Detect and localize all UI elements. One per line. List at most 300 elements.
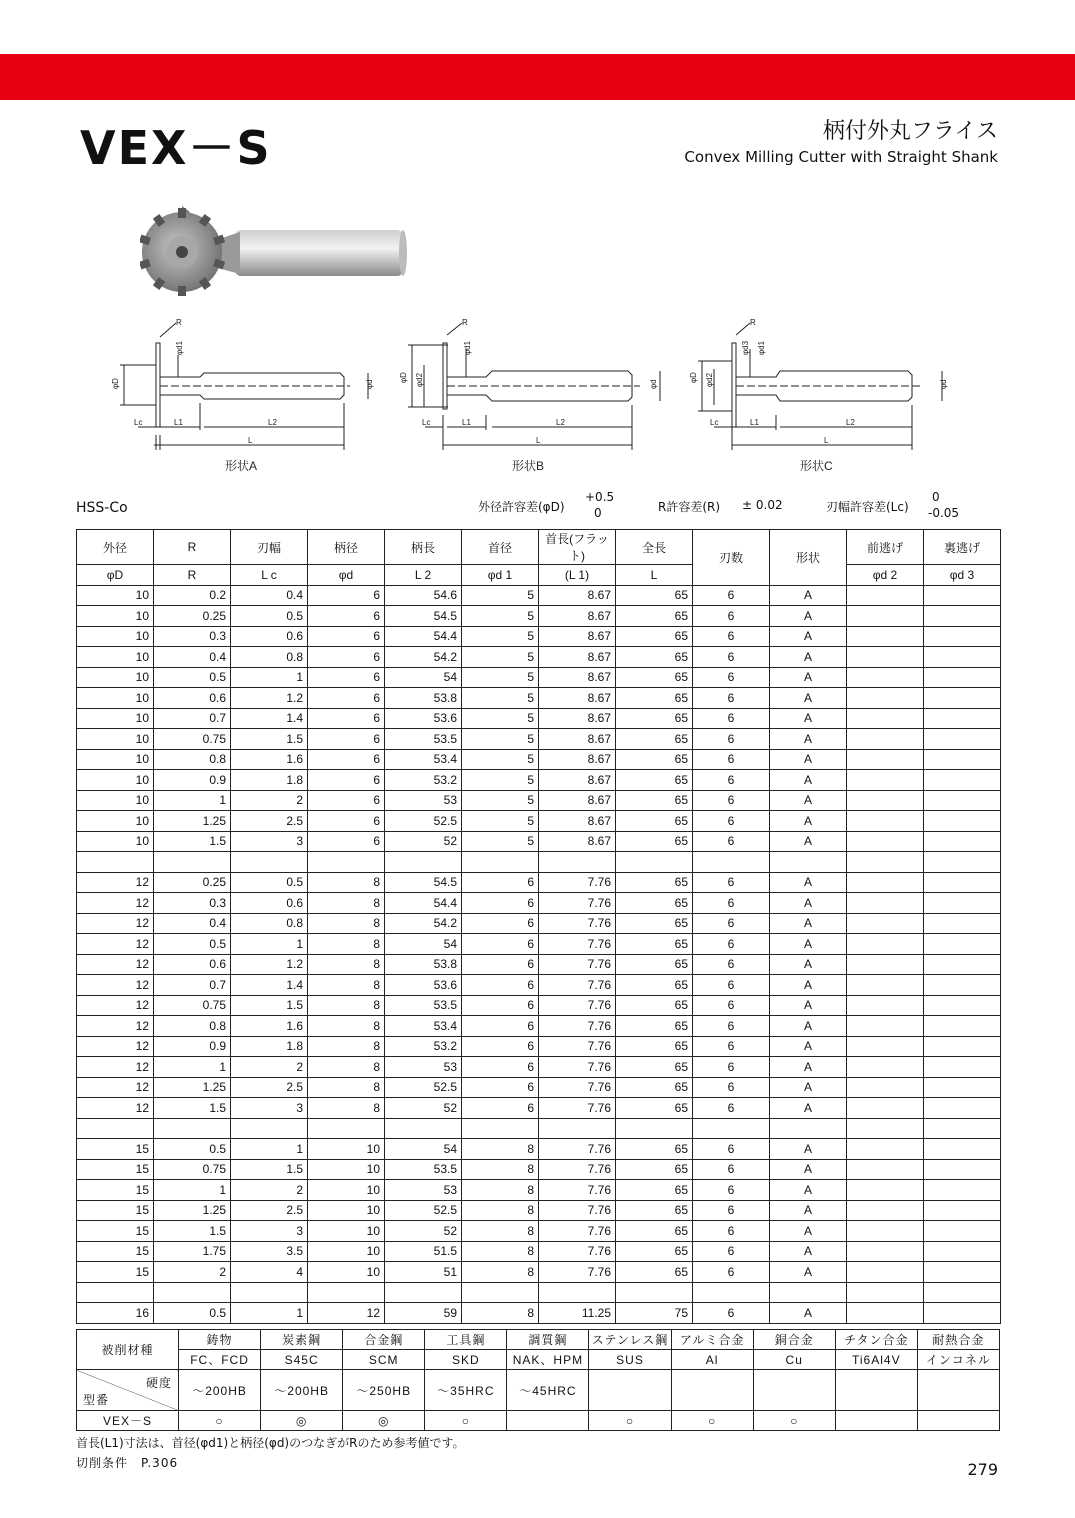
spec-cell: [924, 893, 1001, 914]
spec-header-7: 全長: [616, 530, 693, 565]
spec-cell: 65: [616, 729, 693, 750]
spec-cell: 2: [231, 1180, 308, 1201]
spec-cell: 65: [616, 893, 693, 914]
spec-cell: 8: [462, 1221, 539, 1242]
spec-cell: 6: [693, 893, 770, 914]
spec-cell: 1.25: [154, 1200, 231, 1221]
spec-cell: 65: [616, 1139, 693, 1160]
spec-cell: 0.6: [154, 688, 231, 709]
spec-cell: 5: [462, 688, 539, 709]
spec-cell: A: [770, 708, 847, 729]
spec-cell: [847, 606, 924, 627]
spec-cell: [539, 852, 616, 873]
spec-cell: 8.67: [539, 626, 616, 647]
spec-cell: 10: [77, 790, 154, 811]
spec-cell: A: [770, 1180, 847, 1201]
spec-cell: 1.2: [231, 954, 308, 975]
spec-cell: 65: [616, 1221, 693, 1242]
spec-cell: 6: [693, 1200, 770, 1221]
spec-cell: 6: [693, 811, 770, 832]
table-row: [77, 1262, 1001, 1283]
spec-symbol-1: R: [154, 565, 231, 586]
spec-cell: 1.4: [231, 708, 308, 729]
spec-cell: A: [770, 1057, 847, 1078]
table-row: [77, 1077, 1001, 1098]
table-row: [77, 1303, 1001, 1324]
spec-cell: [847, 995, 924, 1016]
spec-cell: [847, 1282, 924, 1303]
spec-cell: 6: [693, 626, 770, 647]
model-head: 型番: [83, 1393, 110, 1407]
spec-cell: 7.76: [539, 1036, 616, 1057]
spec-cell: [847, 1139, 924, 1160]
spec-cell: [924, 708, 1001, 729]
spec-cell: [385, 852, 462, 873]
spec-cell: 52: [385, 831, 462, 852]
dim-phid3-c: φd3: [741, 340, 750, 355]
spec-cell: A: [770, 872, 847, 893]
material-name: アルミ合金: [671, 1330, 753, 1350]
spec-cell: 7.76: [539, 1077, 616, 1098]
spec-cell: A: [770, 1159, 847, 1180]
spec-cell: 1: [154, 1180, 231, 1201]
table-row: [77, 1221, 1001, 1242]
spec-cell: 5: [462, 647, 539, 668]
spec-cell: [154, 1282, 231, 1303]
spec-cell: 6: [308, 749, 385, 770]
table-row: [77, 606, 1001, 627]
spec-cell: 7.76: [539, 1057, 616, 1078]
spec-cell: [847, 1057, 924, 1078]
spec-cell: 53.8: [385, 954, 462, 975]
spec-cell: 0.4: [154, 913, 231, 934]
dim-L-a: L: [248, 436, 253, 445]
spec-cell: [616, 852, 693, 873]
spec-cell: 65: [616, 1200, 693, 1221]
r-tolerance-label: R許容差(R): [658, 500, 721, 514]
spec-cell: [847, 1016, 924, 1037]
spec-cell: 0.5: [231, 872, 308, 893]
spec-cell: 53.4: [385, 749, 462, 770]
spec-cell: 53.5: [385, 1159, 462, 1180]
spec-cell: 65: [616, 1098, 693, 1119]
spec-cell: [924, 872, 1001, 893]
spec-cell: 65: [616, 1159, 693, 1180]
table-row: [77, 1200, 1001, 1221]
spec-cell: A: [770, 606, 847, 627]
spec-cell: 65: [616, 954, 693, 975]
spec-cell: 7.76: [539, 1139, 616, 1160]
table-row: [77, 1159, 1001, 1180]
spec-cell: 3: [231, 1221, 308, 1242]
spec-cell: 6: [693, 790, 770, 811]
spec-cell: [924, 1118, 1001, 1139]
spec-cell: 1: [231, 1303, 308, 1324]
spec-cell: [924, 729, 1001, 750]
shape-drawings: [100, 315, 980, 480]
spec-cell: A: [770, 954, 847, 975]
spec-cell: 65: [616, 606, 693, 627]
spec-header-11: 裏逃げ: [924, 530, 1001, 565]
spec-cell: 0.8: [154, 1016, 231, 1037]
spec-cell: 12: [77, 1016, 154, 1037]
spec-cell: 10: [77, 585, 154, 606]
shape-label-a: 形状A: [225, 459, 258, 473]
table-row: [77, 954, 1001, 975]
spec-cell: 10: [308, 1180, 385, 1201]
od-tolerance-label: 外径許容差(φD): [478, 500, 565, 514]
spec-cell: 6: [462, 872, 539, 893]
hardness-value: ～200HB: [179, 1370, 261, 1411]
width-tolerance-lower: -0.05: [928, 506, 960, 520]
spec-cell: 12: [77, 934, 154, 955]
table-row: [77, 1036, 1001, 1057]
spec-cell: 6: [308, 831, 385, 852]
spec-cell: 5: [462, 606, 539, 627]
shape-label-b: 形状B: [512, 459, 545, 473]
spec-cell: 5: [462, 811, 539, 832]
material-name: チタン合金: [835, 1330, 917, 1350]
spec-cell: 8: [308, 975, 385, 996]
spec-cell: 15: [77, 1262, 154, 1283]
spec-cell: 0.4: [154, 647, 231, 668]
spec-cell: 53.5: [385, 729, 462, 750]
spec-cell: [231, 1282, 308, 1303]
spec-table: [76, 529, 1001, 1324]
hardness-value: ～35HRC: [425, 1370, 507, 1411]
spec-cell: 6: [308, 708, 385, 729]
material-grade: SCM: [343, 1350, 425, 1370]
spec-cell: [924, 667, 1001, 688]
spec-cell: 52.5: [385, 1200, 462, 1221]
spec-cell: 6: [693, 995, 770, 1016]
spec-cell: [154, 1118, 231, 1139]
spec-cell: 6: [308, 790, 385, 811]
spec-cell: A: [770, 934, 847, 955]
spec-cell: 0.75: [154, 729, 231, 750]
spec-cell: [847, 1077, 924, 1098]
spec-cell: 8: [308, 1016, 385, 1037]
spec-cell: 0.5: [154, 934, 231, 955]
spec-cell: 6: [693, 954, 770, 975]
spec-cell: 8.67: [539, 647, 616, 668]
spec-cell: [924, 1180, 1001, 1201]
spec-symbol-2: L c: [231, 565, 308, 586]
table-row: [77, 1241, 1001, 1262]
spec-cell: [770, 1118, 847, 1139]
spec-cell: 7.76: [539, 975, 616, 996]
spec-cell: 12: [77, 893, 154, 914]
material-grade: Al: [671, 1350, 753, 1370]
suitability-mark: ◎: [261, 1411, 343, 1431]
spec-cell: 8.67: [539, 688, 616, 709]
spec-cell: 16: [77, 1303, 154, 1324]
spec-cell: [770, 852, 847, 873]
spec-cell: 2: [231, 790, 308, 811]
spec-cell: [154, 852, 231, 873]
spec-cell: 12: [77, 954, 154, 975]
spec-header-9: 形状: [770, 530, 847, 586]
spec-cell: 6: [308, 729, 385, 750]
table-row: [77, 585, 1001, 606]
dim-phiD-c: φD: [689, 372, 698, 383]
spec-cell: 12: [77, 975, 154, 996]
spec-cell: [924, 934, 1001, 955]
spec-cell: A: [770, 893, 847, 914]
spec-cell: 10: [308, 1200, 385, 1221]
spec-cell: 7.76: [539, 872, 616, 893]
spec-cell: A: [770, 1221, 847, 1242]
material-name: 鋳物: [179, 1330, 261, 1350]
spec-cell: 6: [693, 708, 770, 729]
spec-cell: 6: [462, 975, 539, 996]
spec-cell: 7.76: [539, 1016, 616, 1037]
spec-cell: A: [770, 1303, 847, 1324]
spec-cell: 65: [616, 1077, 693, 1098]
spec-cell: 6: [693, 667, 770, 688]
spec-cell: A: [770, 913, 847, 934]
spec-cell: [462, 1282, 539, 1303]
spec-cell: 6: [693, 1303, 770, 1324]
spec-cell: 10: [77, 626, 154, 647]
spec-cell: 0.6: [231, 893, 308, 914]
hardness-value: ～250HB: [343, 1370, 425, 1411]
spec-cell: [231, 852, 308, 873]
spec-cell: [924, 606, 1001, 627]
hardness-head: 硬度: [145, 1376, 172, 1390]
dim-phid-b: φd: [649, 379, 658, 389]
od-tolerance-lower: 0: [594, 506, 602, 520]
spec-cell: 65: [616, 790, 693, 811]
spec-cell: 65: [616, 975, 693, 996]
spec-cell: 12: [308, 1303, 385, 1324]
spec-cell: [847, 1241, 924, 1262]
spec-cell: [924, 585, 1001, 606]
spec-cell: 6: [308, 811, 385, 832]
spec-cell: A: [770, 1262, 847, 1283]
spec-cell: 12: [77, 1098, 154, 1119]
spec-cell: 6: [693, 585, 770, 606]
spec-cell: [924, 1159, 1001, 1180]
spec-cell: [308, 1282, 385, 1303]
spec-cell: [924, 811, 1001, 832]
dim-phid2-b: φd2: [415, 372, 424, 387]
dimension-note: 首長(L1)寸法は、首径(φd1)と柄径(φd)のつなぎがRのため参考値です。: [76, 1436, 465, 1450]
material-grade: インコネル: [917, 1350, 999, 1370]
spec-cell: [924, 1200, 1001, 1221]
spec-cell: 8: [462, 1303, 539, 1324]
spec-cell: 11.25: [539, 1303, 616, 1324]
spec-cell: 53.2: [385, 1036, 462, 1057]
table-row: [77, 913, 1001, 934]
spec-symbol-10: φd 2: [847, 565, 924, 586]
table-row: [77, 1098, 1001, 1119]
spec-cell: 8: [462, 1139, 539, 1160]
spec-cell: 65: [616, 872, 693, 893]
spec-cell: 8.67: [539, 585, 616, 606]
hardness-model-head: [77, 1370, 179, 1411]
suitability-mark: [835, 1411, 917, 1431]
spec-cell: 51.5: [385, 1241, 462, 1262]
spec-cell: 53.4: [385, 1016, 462, 1037]
spec-cell: 65: [616, 770, 693, 791]
spec-cell: 65: [616, 995, 693, 1016]
table-row: [77, 995, 1001, 1016]
spec-cell: 8: [462, 1159, 539, 1180]
spec-cell: 7.76: [539, 1159, 616, 1180]
material-name: 炭素鋼: [261, 1330, 343, 1350]
dim-R-a: R: [176, 318, 182, 327]
spec-cell: A: [770, 667, 847, 688]
spec-cell: 6: [462, 1036, 539, 1057]
spec-header-4: 柄長: [385, 530, 462, 565]
spec-cell: 6: [693, 770, 770, 791]
spec-cell: [847, 1303, 924, 1324]
spec-cell: 6: [308, 770, 385, 791]
spec-cell: 8.67: [539, 667, 616, 688]
spec-cell: 6: [308, 626, 385, 647]
spec-cell: 53.6: [385, 708, 462, 729]
material-grade: SKD: [425, 1350, 507, 1370]
spec-cell: 1: [231, 667, 308, 688]
spec-cell: [847, 1159, 924, 1180]
dim-Lc-b: Lc: [422, 418, 431, 427]
spec-cell: 6: [693, 831, 770, 852]
spec-cell: A: [770, 647, 847, 668]
dim-phid1-b: φd1: [463, 340, 472, 355]
spec-cell: 0.5: [154, 1303, 231, 1324]
spec-cell: 6: [693, 975, 770, 996]
spec-symbol-0: φD: [77, 565, 154, 586]
spec-cell: 6: [693, 749, 770, 770]
spec-cell: [847, 1221, 924, 1242]
spec-cell: 15: [77, 1139, 154, 1160]
spec-cell: 65: [616, 934, 693, 955]
spec-cell: 6: [462, 995, 539, 1016]
spec-cell: 0.6: [154, 954, 231, 975]
spec-cell: 8.67: [539, 770, 616, 791]
model-title: VEX－S: [80, 121, 272, 175]
spec-cell: [924, 954, 1001, 975]
spec-cell: [539, 1282, 616, 1303]
spec-cell: 53.2: [385, 770, 462, 791]
spec-cell: 54: [385, 667, 462, 688]
table-row: [77, 811, 1001, 832]
spec-cell: [924, 647, 1001, 668]
spec-cell: [847, 770, 924, 791]
spec-cell: A: [770, 790, 847, 811]
spec-cell: 75: [616, 1303, 693, 1324]
spec-cell: 0.5: [231, 606, 308, 627]
spec-cell: [308, 852, 385, 873]
spec-cell: 6: [308, 647, 385, 668]
spec-cell: 10: [308, 1241, 385, 1262]
spec-cell: 65: [616, 831, 693, 852]
spec-cell: 1.5: [154, 831, 231, 852]
spec-cell: 7.76: [539, 1241, 616, 1262]
dim-phiD-b: φD: [399, 372, 408, 383]
dim-phid-a: φd: [365, 379, 374, 389]
dim-phid2-c: φd2: [705, 372, 714, 387]
hardness-value: [671, 1370, 753, 1411]
spec-cell: 12: [77, 1077, 154, 1098]
spec-cell: A: [770, 749, 847, 770]
spec-cell: 65: [616, 1036, 693, 1057]
spec-cell: 0.2: [154, 585, 231, 606]
spec-cell: 65: [616, 708, 693, 729]
spec-cell: 65: [616, 585, 693, 606]
spec-header-10: 前逃げ: [847, 530, 924, 565]
material-grade: FC、FCD: [179, 1350, 261, 1370]
spec-cell: [693, 1118, 770, 1139]
spec-cell: 65: [616, 647, 693, 668]
spec-cell: 8: [308, 995, 385, 1016]
spec-cell: 12: [77, 995, 154, 1016]
material-grade: Cu: [753, 1350, 835, 1370]
spec-header-6: 首長(フラット): [539, 530, 616, 565]
spec-cell: 5: [462, 585, 539, 606]
spec-cell: 5: [462, 790, 539, 811]
spec-cell: [924, 626, 1001, 647]
spec-cell: 8: [308, 1077, 385, 1098]
spec-cell: 8.67: [539, 831, 616, 852]
spec-cell: A: [770, 975, 847, 996]
material-grade: Ti6Al4V: [835, 1350, 917, 1370]
spec-cell: [924, 1057, 1001, 1078]
spec-cell: 10: [77, 688, 154, 709]
spec-cell: 65: [616, 626, 693, 647]
suitability-mark: ○: [753, 1411, 835, 1431]
spec-cell: 6: [462, 1077, 539, 1098]
spec-cell: [847, 1118, 924, 1139]
spec-cell: 7.76: [539, 1098, 616, 1119]
dim-Lc-a: Lc: [134, 418, 143, 427]
spec-cell: 15: [77, 1221, 154, 1242]
spec-cell: 6: [462, 1016, 539, 1037]
material-table: [76, 1329, 1000, 1431]
spec-cell: 2.5: [231, 811, 308, 832]
spec-cell: [847, 647, 924, 668]
table-row: [77, 770, 1001, 791]
spec-cell: 6: [693, 1016, 770, 1037]
spec-cell: A: [770, 1098, 847, 1119]
spec-cell: [231, 1118, 308, 1139]
material-grade: NAK、HPM: [507, 1350, 589, 1370]
spec-cell: 5: [462, 729, 539, 750]
spec-cell: 8: [462, 1180, 539, 1201]
table-row: [77, 1139, 1001, 1160]
spec-cell: [847, 667, 924, 688]
spec-cell: 12: [77, 872, 154, 893]
spec-cell: [847, 954, 924, 975]
spec-cell: 7.76: [539, 913, 616, 934]
spec-cell: [847, 1098, 924, 1119]
spec-cell: 6: [462, 1057, 539, 1078]
spec-cell: [847, 831, 924, 852]
material-grade: SUS: [589, 1350, 671, 1370]
spec-cell: [847, 688, 924, 709]
spec-symbol-4: L 2: [385, 565, 462, 586]
spec-cell: 6: [693, 913, 770, 934]
spec-cell: 6: [462, 1098, 539, 1119]
spec-cell: [462, 852, 539, 873]
cutting-condition-reference: 切削条件 P.306: [76, 1456, 179, 1470]
spec-cell: 1.5: [231, 729, 308, 750]
spec-cell: 8: [462, 1262, 539, 1283]
hardness-value: ～200HB: [261, 1370, 343, 1411]
spec-cell: 10: [308, 1221, 385, 1242]
material-row-head: 被削材種: [77, 1330, 179, 1370]
